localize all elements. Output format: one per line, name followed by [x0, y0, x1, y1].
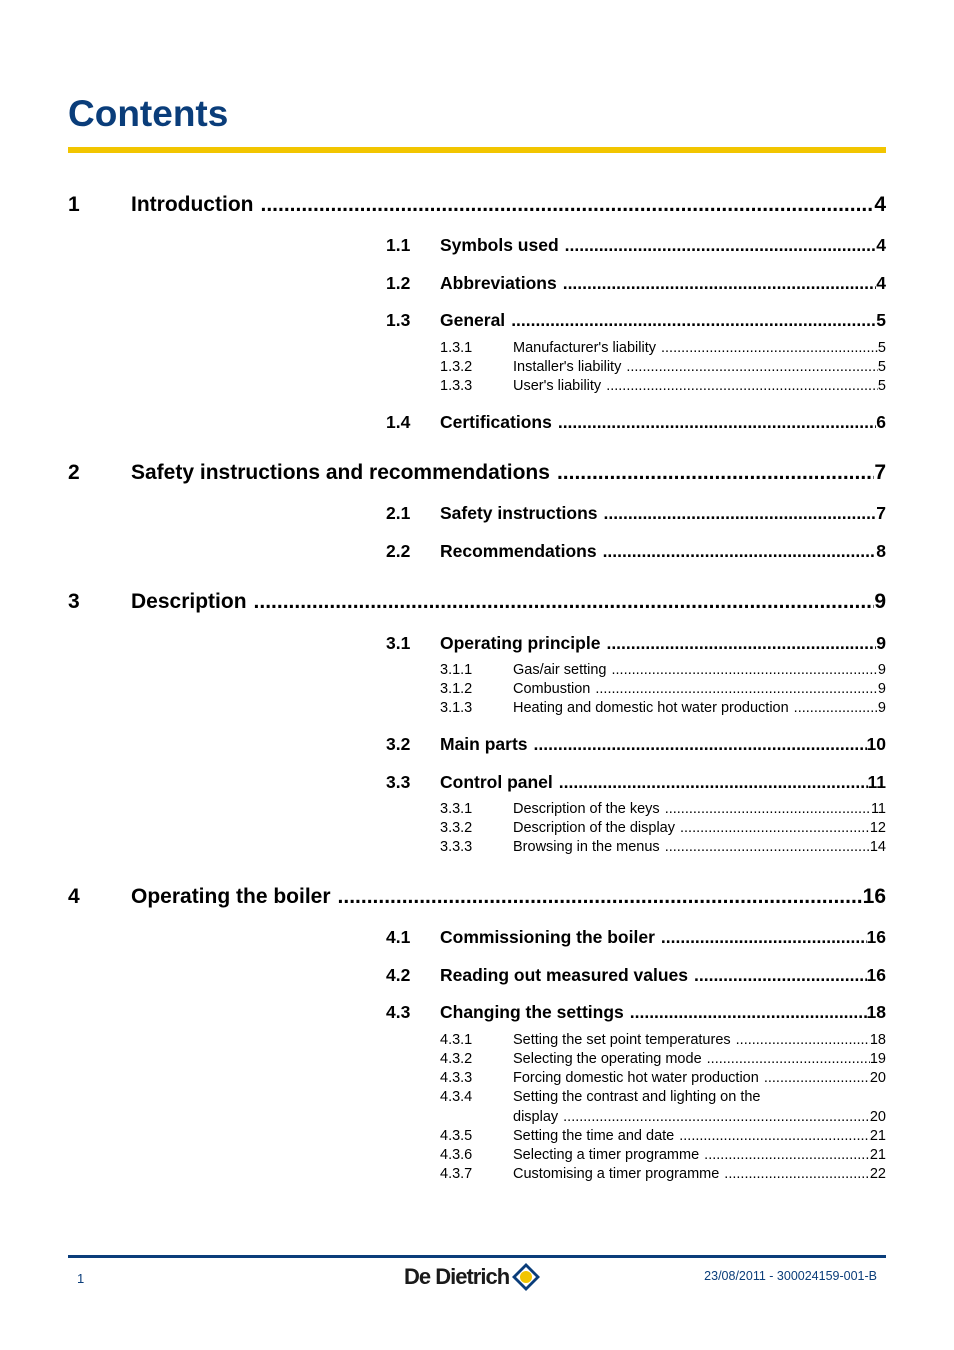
brand-diamond-icon — [511, 1262, 541, 1292]
toc-entry-title: Safety instructions and recommendations — [131, 461, 550, 484]
toc-entry-level-3 — [440, 1166, 886, 1185]
toc-entry-level-3 — [440, 681, 886, 700]
toc-entry-page: 9 — [877, 662, 886, 678]
toc-entry-page: 22 — [869, 1166, 886, 1182]
toc-entry-page: 9 — [874, 590, 886, 613]
toc-entry-number: 1.3 — [386, 310, 411, 330]
toc-entry-level-2 — [386, 310, 886, 332]
brand-logo-text: De Dietrich — [404, 1264, 510, 1289]
toc-entry-number: 3.1 — [386, 633, 411, 653]
toc-entry-number: 2 — [68, 461, 80, 484]
toc-entry-number: 3.3.2 — [440, 820, 473, 836]
toc-entry-title: Browsing in the menus — [513, 839, 660, 855]
toc-entry-page: 8 — [876, 541, 886, 561]
toc-entry-number: 4 — [68, 885, 80, 908]
toc-entry-number: 1.3.2 — [440, 359, 473, 375]
toc-entry-page: 11 — [870, 801, 886, 817]
toc-dot-leader — [511, 310, 876, 331]
toc-dot-leader — [694, 965, 867, 986]
toc-entry-title: Selecting the operating mode — [513, 1051, 702, 1067]
toc-entry-level-3 — [440, 1032, 886, 1051]
toc-entry-title: Setting the set point temperatures — [513, 1032, 731, 1048]
toc-dot-leader — [595, 681, 878, 697]
toc-entry-page: 21 — [869, 1147, 886, 1163]
toc-entry-page: 5 — [877, 359, 886, 375]
toc-entry-level-2 — [386, 633, 886, 655]
toc-entry-page: 21 — [869, 1128, 886, 1144]
toc-entry-level-2 — [386, 772, 886, 794]
toc-entry-number: 1.2 — [386, 273, 411, 293]
toc-dot-leader — [559, 772, 868, 793]
toc-dot-leader — [563, 1109, 870, 1125]
toc-entry-title: Symbols used — [440, 235, 559, 255]
toc-dot-leader — [724, 1166, 870, 1182]
toc-entry-title: Installer's liability — [513, 359, 622, 375]
toc-entry-title: General — [440, 310, 506, 330]
toc-entry-title: Recommendations — [440, 541, 597, 561]
toc-dot-leader — [606, 633, 876, 654]
toc-entry-title: Introduction — [131, 193, 254, 216]
toc-entry-page: 16 — [862, 885, 886, 908]
toc-dot-leader — [665, 839, 870, 855]
toc-entry-number: 3.3.3 — [440, 839, 473, 855]
toc-dot-leader — [661, 340, 878, 356]
toc-entry-page: 16 — [866, 927, 886, 947]
toc-entry-title: User's liability — [513, 378, 602, 394]
toc-entry-level-2 — [386, 965, 886, 987]
toc-entry-page: 16 — [866, 965, 886, 985]
toc-entry-page: 4 — [874, 193, 886, 216]
toc-dot-leader — [630, 1002, 867, 1023]
toc-entry-number: 3.3 — [386, 772, 411, 792]
toc-entry-level-1 — [68, 193, 886, 219]
toc-entry-page: 5 — [877, 378, 886, 394]
toc-entry-page: 9 — [877, 700, 886, 716]
toc-entry-level-3 — [440, 1051, 886, 1070]
toc-entry-level-1 — [68, 590, 886, 616]
toc-entry-title: Customising a timer programme — [513, 1166, 720, 1182]
toc-entry-number: 2.2 — [386, 541, 411, 561]
toc-dot-leader — [534, 734, 867, 755]
toc-entry-title: Reading out measured values — [440, 965, 688, 985]
toc-entry-level-3 — [440, 1147, 886, 1166]
toc-entry-level-2 — [386, 503, 886, 525]
toc-entry-title: Operating principle — [440, 633, 601, 653]
toc-entry-page: 20 — [869, 1070, 886, 1086]
toc-entry-title: Gas/air setting — [513, 662, 607, 678]
toc-entry-title: Description — [131, 590, 247, 613]
toc-entry-number: 2.1 — [386, 503, 411, 523]
toc-entry-page: 19 — [869, 1051, 886, 1067]
toc-entry-page: 18 — [866, 1002, 886, 1022]
toc-entry-level-2 — [386, 412, 886, 434]
toc-entry-level-2 — [386, 734, 886, 756]
footer-page-number: 1 — [77, 1271, 85, 1286]
toc-dot-leader — [565, 235, 877, 256]
toc-entry-title: Abbreviations — [440, 273, 557, 293]
toc-entry-title: Main parts — [440, 734, 528, 754]
toc-entry-page: 5 — [876, 310, 886, 330]
toc-entry-page: 7 — [874, 461, 886, 484]
toc-entry-page: 6 — [876, 412, 886, 432]
toc-entry-number: 3.2 — [386, 734, 411, 754]
toc-entry-number: 1.4 — [386, 412, 411, 432]
toc-entry-level-3 — [440, 839, 886, 858]
toc-entry-level-3 — [440, 700, 886, 719]
toc-entry-level-1 — [68, 461, 886, 487]
toc-entry-number: 4.3.4 — [440, 1089, 473, 1105]
toc-dot-leader — [707, 1051, 870, 1067]
toc-entry-title: Control panel — [440, 772, 553, 792]
toc-dot-leader — [338, 885, 863, 909]
toc-entry-level-2 — [386, 273, 886, 295]
toc-entry-page: 20 — [869, 1109, 886, 1125]
toc-dot-leader — [679, 1128, 870, 1144]
toc-dot-leader — [603, 541, 877, 562]
toc-entry-page: 10 — [866, 734, 886, 754]
toc-entry-number: 4.3.6 — [440, 1147, 473, 1163]
toc-entry-page: 12 — [869, 820, 886, 836]
toc-dot-leader — [794, 700, 878, 716]
toc-dot-leader — [680, 820, 870, 836]
toc-entry-number: 4.3.1 — [440, 1032, 473, 1048]
toc-entry-title: Forcing domestic hot water production — [513, 1070, 759, 1086]
toc-entry-title: Heating and domestic hot water production — [513, 700, 789, 716]
toc-dot-leader — [764, 1070, 870, 1086]
toc-entry-level-3 — [440, 1128, 886, 1147]
toc-entry-title: Certifications — [440, 412, 552, 432]
toc-entry-level-3 — [440, 801, 886, 820]
toc-entry-number: 4.3.7 — [440, 1166, 473, 1182]
toc-entry-number: 4.2 — [386, 965, 411, 985]
toc-dot-leader — [558, 412, 876, 433]
toc-dot-leader — [254, 590, 875, 614]
toc-entry-page: 14 — [869, 839, 886, 855]
toc-entry-number: 3.3.1 — [440, 801, 473, 817]
toc-entry-level-3 — [440, 1070, 886, 1089]
toc-dot-leader — [563, 273, 877, 294]
toc-entry-page: 9 — [876, 633, 886, 653]
toc-entry-level-3 — [440, 662, 886, 681]
toc-entry-title: Changing the settings — [440, 1002, 624, 1022]
toc-dot-leader — [661, 927, 867, 948]
toc-entry-level-1 — [68, 885, 886, 911]
toc-dot-leader — [606, 378, 878, 394]
toc-entry-page: 9 — [877, 681, 886, 697]
toc-entry-number: 1.3.1 — [440, 340, 473, 356]
toc-entry-page: 5 — [877, 340, 886, 356]
toc-entry-number: 3.1.2 — [440, 681, 473, 697]
toc-entry-title: Setting the contrast and lighting on the — [513, 1089, 761, 1105]
toc-entry-number: 3 — [68, 590, 80, 613]
footer-divider — [68, 1255, 886, 1258]
toc-entry-page: 4 — [876, 273, 886, 293]
toc-entry-title-continued: display — [513, 1109, 559, 1125]
toc-entry-number: 1.3.3 — [440, 378, 473, 394]
toc-dot-leader — [604, 503, 877, 524]
toc-entry-number: 1 — [68, 193, 80, 216]
footer-document-reference: 23/08/2011 - 300024159-001-B — [704, 1269, 877, 1283]
toc-entry-number: 3.1.3 — [440, 700, 473, 716]
toc-entry-number: 3.1.1 — [440, 662, 473, 678]
toc-entry-continuation — [513, 1109, 886, 1128]
toc-entry-number: 4.1 — [386, 927, 411, 947]
toc-entry-level-2 — [386, 1002, 886, 1024]
toc-entry-title: Commissioning the boiler — [440, 927, 655, 947]
toc-entry-page: 18 — [869, 1032, 886, 1048]
toc-entry-title: Selecting a timer programme — [513, 1147, 700, 1163]
toc-dot-leader — [557, 461, 874, 485]
toc-dot-leader — [704, 1147, 870, 1163]
toc-dot-leader — [736, 1032, 870, 1048]
toc-entry-title: Description of the keys — [513, 801, 660, 817]
toc-entry-level-3 — [440, 378, 886, 397]
toc-entry-level-3 — [440, 1089, 886, 1108]
toc-entry-title: Manufacturer's liability — [513, 340, 656, 356]
toc-entry-title: Operating the boiler — [131, 885, 331, 908]
toc-entry-number: 4.3.3 — [440, 1070, 473, 1086]
toc-entry-number: 1.1 — [386, 235, 411, 255]
toc-entry-level-3 — [440, 340, 886, 359]
toc-dot-leader — [626, 359, 878, 375]
toc-entry-page: 7 — [876, 503, 886, 523]
toc-entry-number: 4.3.2 — [440, 1051, 473, 1067]
toc-entry-level-3 — [440, 359, 886, 378]
brand-logo — [404, 1261, 541, 1293]
toc-entry-level-2 — [386, 541, 886, 563]
toc-entry-page: 4 — [876, 235, 886, 255]
toc-entry-title: Combustion — [513, 681, 591, 697]
toc-dot-leader — [260, 193, 874, 217]
toc-dot-leader — [612, 662, 878, 678]
toc-entry-title: Safety instructions — [440, 503, 598, 523]
toc-entry-level-2 — [386, 235, 886, 257]
toc-entry-level-2 — [386, 927, 886, 949]
toc-entry-page: 11 — [867, 772, 886, 792]
toc-entry-level-3 — [440, 820, 886, 839]
toc-entry-number: 4.3 — [386, 1002, 411, 1022]
toc-entry-title: Setting the time and date — [513, 1128, 675, 1144]
toc-dot-leader — [665, 801, 871, 817]
page-title: Contents — [68, 93, 229, 134]
toc-entry-number: 4.3.5 — [440, 1128, 473, 1144]
toc-entry-title: Description of the display — [513, 820, 675, 836]
